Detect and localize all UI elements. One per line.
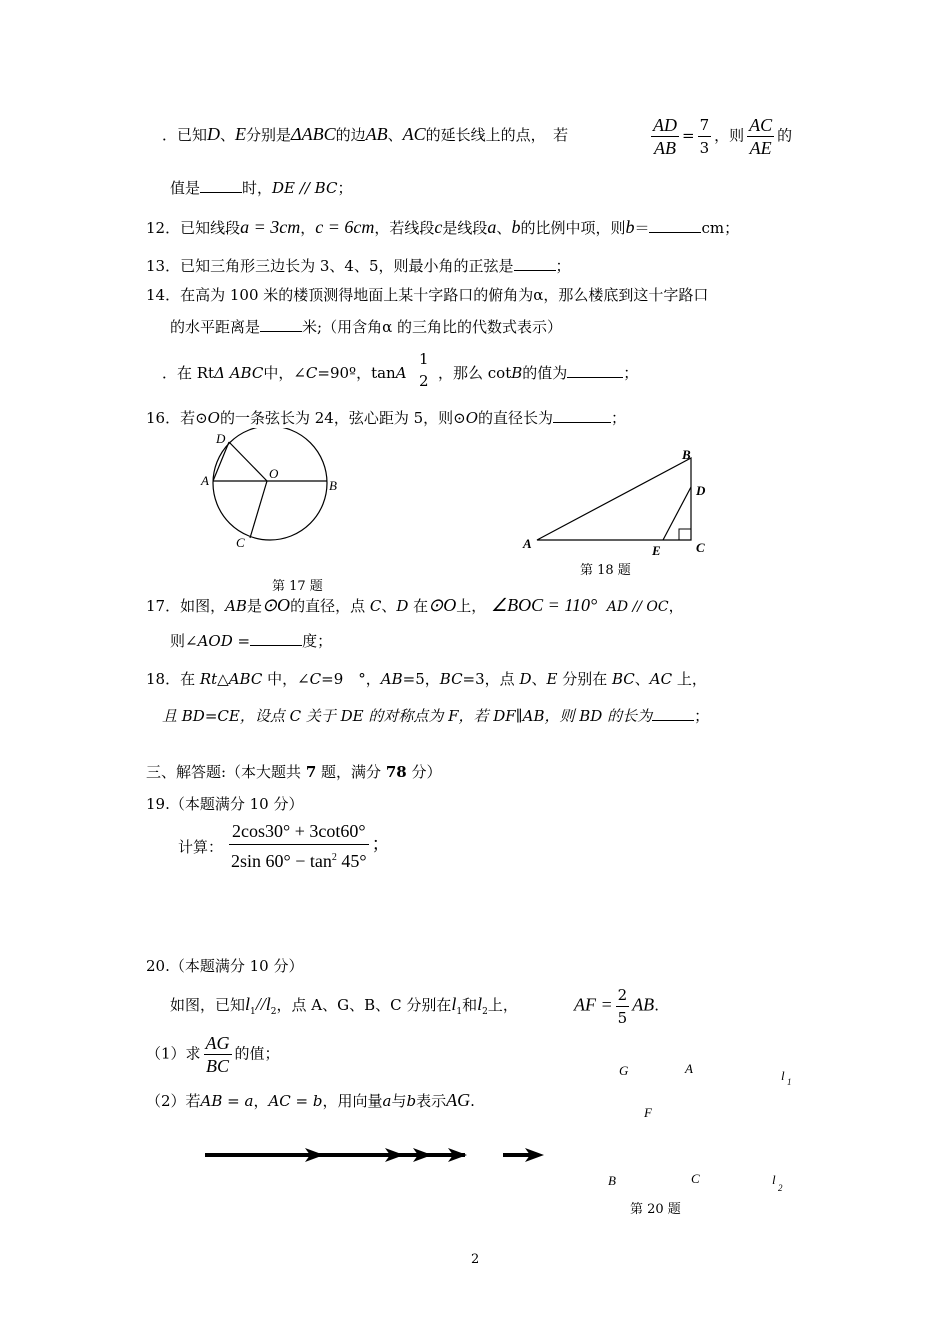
- q17-sep: 、: [381, 597, 397, 615]
- answer-blank[interactable]: [260, 317, 302, 332]
- label-l2: l: [772, 1172, 776, 1187]
- q20-l2: l: [265, 994, 271, 1014]
- q17-c: C: [369, 597, 382, 615]
- q18-ab: AB: [380, 670, 403, 688]
- q12-text2: ，: [300, 219, 316, 237]
- frac-numerator: 7: [698, 114, 712, 137]
- q20-frac-2-5: [616, 984, 630, 1029]
- q18-sep2: 、: [634, 670, 650, 688]
- q12-text6: 的比例中项，则: [520, 219, 626, 237]
- q12-text5: 、: [496, 219, 512, 237]
- q16-o: O: [207, 409, 220, 427]
- q16-text2: 的一条弦长为 24，弦心距为 5，则⊙: [219, 409, 466, 427]
- q11-condition: DE // BC: [272, 179, 338, 197]
- q19-den-exp: 2: [331, 852, 337, 863]
- q11-line2-text2: 时，: [242, 179, 273, 197]
- q20-l2-sub: 2: [270, 1007, 277, 1017]
- label-b: B: [682, 447, 691, 462]
- q20-af-expression: [574, 984, 659, 1029]
- q12-text3: ，若线段: [374, 219, 435, 237]
- frac-denominator: 2: [419, 372, 429, 390]
- q11-line2-end: ；: [337, 179, 353, 197]
- q11-text4: ，则: [714, 126, 745, 145]
- label-b: B: [329, 478, 337, 493]
- q18-text-line2: 且 BD=CE，设点 C 关于 DE 的对称点为 F，若 DF∥AB，则 BD 的长为: [162, 707, 653, 725]
- q12-text7: ＝: [634, 219, 650, 237]
- q20-l3-sub: 1: [456, 1007, 463, 1017]
- q19-den-b: 45°: [336, 851, 367, 871]
- q18-text2: 中，∠: [262, 670, 310, 688]
- q11-ab: AB: [365, 124, 388, 144]
- frac-numerator: AD: [653, 115, 677, 135]
- q16-o2: O: [465, 409, 479, 427]
- q15-end: ；: [623, 364, 639, 382]
- q14-line2: [170, 317, 562, 337]
- q11-text1: 分别是: [246, 126, 292, 144]
- q15-text3: ，那么 cot: [438, 364, 512, 382]
- frac-denominator: 3: [699, 139, 710, 157]
- q11-lead: ．已知: [162, 126, 208, 144]
- q17-text6: ，: [668, 597, 684, 615]
- q17-line2-text: 则: [170, 632, 186, 650]
- answer-blank[interactable]: [652, 706, 694, 721]
- q18-text6: 分别在: [557, 670, 612, 688]
- q20-p2-ac: AC = b: [268, 1092, 323, 1110]
- q11-frac-ac-ae: [747, 114, 774, 159]
- answer-blank[interactable]: [250, 631, 302, 646]
- label-l2-sub: 2: [778, 1183, 783, 1193]
- q20-p2-text: （2）若: [146, 1092, 201, 1110]
- segment-do: [229, 442, 267, 481]
- right-angle-mark: [679, 529, 691, 540]
- q17-angle: ∠BOC = 110°: [491, 595, 598, 615]
- segment-de: [663, 487, 691, 540]
- section3-mid: 题，满分: [316, 763, 386, 781]
- q19-end: ；: [371, 834, 390, 855]
- section3-text: 三、解答题:（本大题共: [146, 763, 306, 781]
- q18-text3: =9 °，: [321, 670, 381, 688]
- q20-p1-text: （1）求: [146, 1044, 201, 1063]
- q11-frac-ad-ab: [651, 114, 679, 159]
- q17-ab: AB: [225, 597, 247, 615]
- q18-text1: 18．在: [146, 670, 200, 688]
- q14-text3: 米;（用含角α 的三角比的代数式表示）: [302, 318, 562, 336]
- label-o: O: [269, 466, 279, 481]
- q19-heading: 19.（本题满分 10 分）: [146, 795, 304, 813]
- section3-tail: 分）: [406, 763, 442, 781]
- figure-17-caption: 第 17 题: [272, 579, 323, 594]
- figure-20-caption: 第 20 题: [630, 1202, 681, 1217]
- q18-c: C: [309, 670, 322, 688]
- q12-a: a = 3cm: [240, 217, 301, 237]
- label-d: D: [216, 431, 226, 446]
- q20-vector-a: a: [382, 1092, 392, 1110]
- q13-text: 13．已知三角形三边长为 3、4、5，则最小角的正弦是: [146, 257, 514, 275]
- page-number: 2: [471, 1252, 480, 1267]
- equals-sign: =: [682, 126, 695, 145]
- q17-circle-o2: ⊙O: [428, 595, 457, 615]
- q17-line2: [170, 631, 332, 651]
- q20-text2: ，点 A、G、B、C 分别在: [276, 996, 452, 1014]
- answer-blank[interactable]: [514, 256, 556, 271]
- q17-text2: 是: [246, 597, 262, 615]
- answer-blank[interactable]: [200, 178, 242, 193]
- q13-end: ；: [555, 257, 571, 275]
- q12-text1: 已知线段: [180, 219, 241, 237]
- section-3-heading: [146, 762, 441, 782]
- q15-c: C: [305, 364, 318, 382]
- frac-numerator: 1: [419, 350, 429, 368]
- label-c: C: [691, 1171, 700, 1186]
- q20-l3: l: [451, 994, 457, 1014]
- q17-angle-aod: ∠AOD =: [185, 632, 251, 650]
- q20-p2-text2: ，用向量: [322, 1092, 383, 1110]
- label-c: C: [236, 535, 245, 550]
- q20-part1: [146, 1032, 280, 1077]
- q12-a2: a: [487, 217, 497, 237]
- label-e: E: [652, 543, 661, 558]
- q20-heading: 20.（本题满分 10 分）: [146, 957, 304, 975]
- q11-text5: 的: [777, 126, 793, 145]
- figure-18-triangle: [518, 444, 718, 564]
- section3-score: 78: [385, 763, 407, 781]
- q20-af: AF =: [574, 994, 613, 1015]
- q17-line1: [146, 595, 684, 617]
- q16: [146, 408, 626, 428]
- q11-line2-text: 值是: [170, 179, 201, 197]
- q15-lead: ．在 Rt: [162, 364, 215, 382]
- q18-triangle: Rt△ABC: [199, 670, 263, 688]
- q17-text4: 在: [408, 597, 429, 615]
- q14-line1: [146, 285, 708, 305]
- q11-text2: 的边: [335, 126, 366, 144]
- q15-b: B: [511, 364, 523, 382]
- q19-expression: [226, 818, 390, 874]
- q20-p2-text4: 表示: [416, 1092, 447, 1110]
- figure-18-caption: 第 18 题: [580, 563, 631, 578]
- q12-number: 12．: [146, 219, 181, 237]
- q12-b2: b: [625, 217, 635, 237]
- q15-a: A: [395, 364, 407, 382]
- q20-part2: [146, 1090, 475, 1111]
- q12: [146, 217, 739, 238]
- segment-ad: [213, 442, 229, 481]
- q17-d: D: [396, 597, 409, 615]
- q20-p2-end: .: [470, 1092, 475, 1110]
- q19-calc-label: 计算：: [178, 838, 224, 856]
- frac-numerator: 2: [616, 984, 630, 1007]
- q15-rest: [438, 363, 638, 383]
- label-l1: l: [781, 1068, 785, 1083]
- q12-c2: c: [434, 217, 443, 237]
- q20-l1: l: [245, 994, 251, 1014]
- q18-text7: 上，: [672, 670, 707, 688]
- q20-frac-ag-bc: [204, 1032, 232, 1077]
- q20-l4: l: [477, 994, 483, 1014]
- label-g: G: [619, 1063, 629, 1078]
- q11-ac: AC: [402, 124, 426, 144]
- q15-text4: 的值为: [522, 364, 568, 382]
- q11-frac-7-3: [698, 114, 712, 159]
- frac-numerator: AC: [749, 115, 773, 135]
- q15-text2: =90º，tan: [317, 364, 396, 382]
- answer-blank[interactable]: [553, 408, 611, 423]
- q11-triangle: ΔABC: [291, 124, 336, 144]
- q17-condition: AD // OC: [606, 599, 669, 615]
- q20-p1-end: 的值；: [234, 1044, 280, 1063]
- q18-line1: [146, 669, 707, 689]
- q17-text5: 上，: [456, 597, 487, 615]
- q20-p2-sep: ，: [253, 1092, 269, 1110]
- frac-denominator: 5: [617, 1009, 628, 1027]
- q20-dot: .: [654, 996, 659, 1015]
- q11-sep2: 、: [387, 126, 403, 144]
- q13: [146, 256, 571, 276]
- q11-fractions: [648, 114, 792, 159]
- q19-den-a: 2sin 60° − tan: [231, 851, 332, 871]
- q18-bc2: BC: [611, 670, 635, 688]
- label-a: A: [201, 473, 209, 488]
- q18-line2: [162, 706, 709, 726]
- frac-denominator: BC: [206, 1056, 230, 1076]
- label-a: A: [523, 536, 532, 551]
- frac-denominator: AE: [749, 138, 772, 158]
- q20-text1: 如图，已知: [170, 996, 246, 1014]
- frac-denominator: AB: [654, 138, 676, 158]
- q17-text1: 17．如图，: [146, 597, 226, 615]
- q11-point-e: E: [235, 124, 247, 144]
- frac-numerator: AG: [205, 1033, 230, 1053]
- answer-blank[interactable]: [567, 363, 623, 378]
- q15-triangle: Δ ABC: [214, 364, 264, 382]
- q11-line1: [162, 124, 568, 145]
- q15-frac-1-2: [417, 348, 431, 392]
- label-d: D: [696, 483, 706, 498]
- q18-end: ；: [694, 707, 710, 725]
- triangle-abc: [537, 458, 691, 540]
- circle-o: [213, 428, 327, 540]
- q18-text4: =5，: [402, 670, 440, 688]
- q18-text5: =3，点: [462, 670, 520, 688]
- q20-text3: 上，: [487, 996, 518, 1014]
- q20-line1: [170, 994, 518, 1022]
- q11-line2: [170, 178, 352, 198]
- q20-vector-b: b: [406, 1092, 417, 1110]
- q20-and: 和: [462, 996, 478, 1014]
- q17-line2-end: 度；: [302, 632, 333, 650]
- segment-oc: [250, 481, 267, 538]
- q18-e: E: [546, 670, 558, 688]
- q17-text3: 的直径，点: [290, 597, 370, 615]
- q14-text2: 的水平距离是: [170, 318, 261, 336]
- q16-end: ；: [611, 409, 627, 427]
- label-l1-sub: 1: [787, 1077, 792, 1087]
- q18-ac: AC: [649, 670, 673, 688]
- answer-blank[interactable]: [649, 218, 701, 233]
- q12-b: b: [511, 217, 521, 237]
- q11-text3: 的延长线上的点， 若: [425, 126, 569, 144]
- q14-text: 14．在高为 100 米的楼顶测得地面上某十字路口的俯角为α，那么楼底到这十字路口: [146, 286, 709, 304]
- q11-point-d: D: [207, 124, 221, 144]
- q20-l1-sub: 1: [250, 1007, 256, 1017]
- q20-l4-sub: 2: [482, 1007, 488, 1017]
- q20-arrow-bar: [200, 1140, 560, 1170]
- q20-parallel: //: [255, 994, 266, 1014]
- q12-c: c = 6cm: [315, 217, 375, 237]
- q18-d: D: [519, 670, 532, 688]
- q20-ab: AB: [632, 994, 655, 1015]
- q15-frac-wrap: [414, 348, 434, 392]
- q20-vector-ag: AG: [446, 1090, 471, 1110]
- figure-17-circle: [196, 428, 346, 558]
- q15: [162, 363, 407, 383]
- q18-sep: 、: [531, 670, 547, 688]
- q19-numerator: 2cos30° + 3cot60°: [229, 818, 369, 845]
- q16-text1: 16．若⊙: [146, 409, 208, 427]
- q17-circle-o: ⊙O: [261, 595, 291, 615]
- q19-fraction: [229, 818, 369, 874]
- q15-text1: 中，∠: [263, 364, 306, 382]
- label-a: A: [685, 1061, 693, 1076]
- q16-text3: 的直径长为: [478, 409, 554, 427]
- q18-bc: BC: [439, 670, 463, 688]
- section3-count: 7: [305, 763, 317, 781]
- q20-p2-ab: AB = a: [200, 1092, 254, 1110]
- q11-sep: 、: [220, 126, 236, 144]
- label-f: F: [644, 1105, 652, 1120]
- label-b: B: [608, 1173, 616, 1188]
- q20-p2-text3: 与: [391, 1092, 407, 1110]
- q19-denominator: [229, 845, 369, 874]
- q12-text4: 是线段: [442, 219, 488, 237]
- label-c: C: [696, 540, 705, 555]
- q12-unit: cm；: [701, 219, 740, 237]
